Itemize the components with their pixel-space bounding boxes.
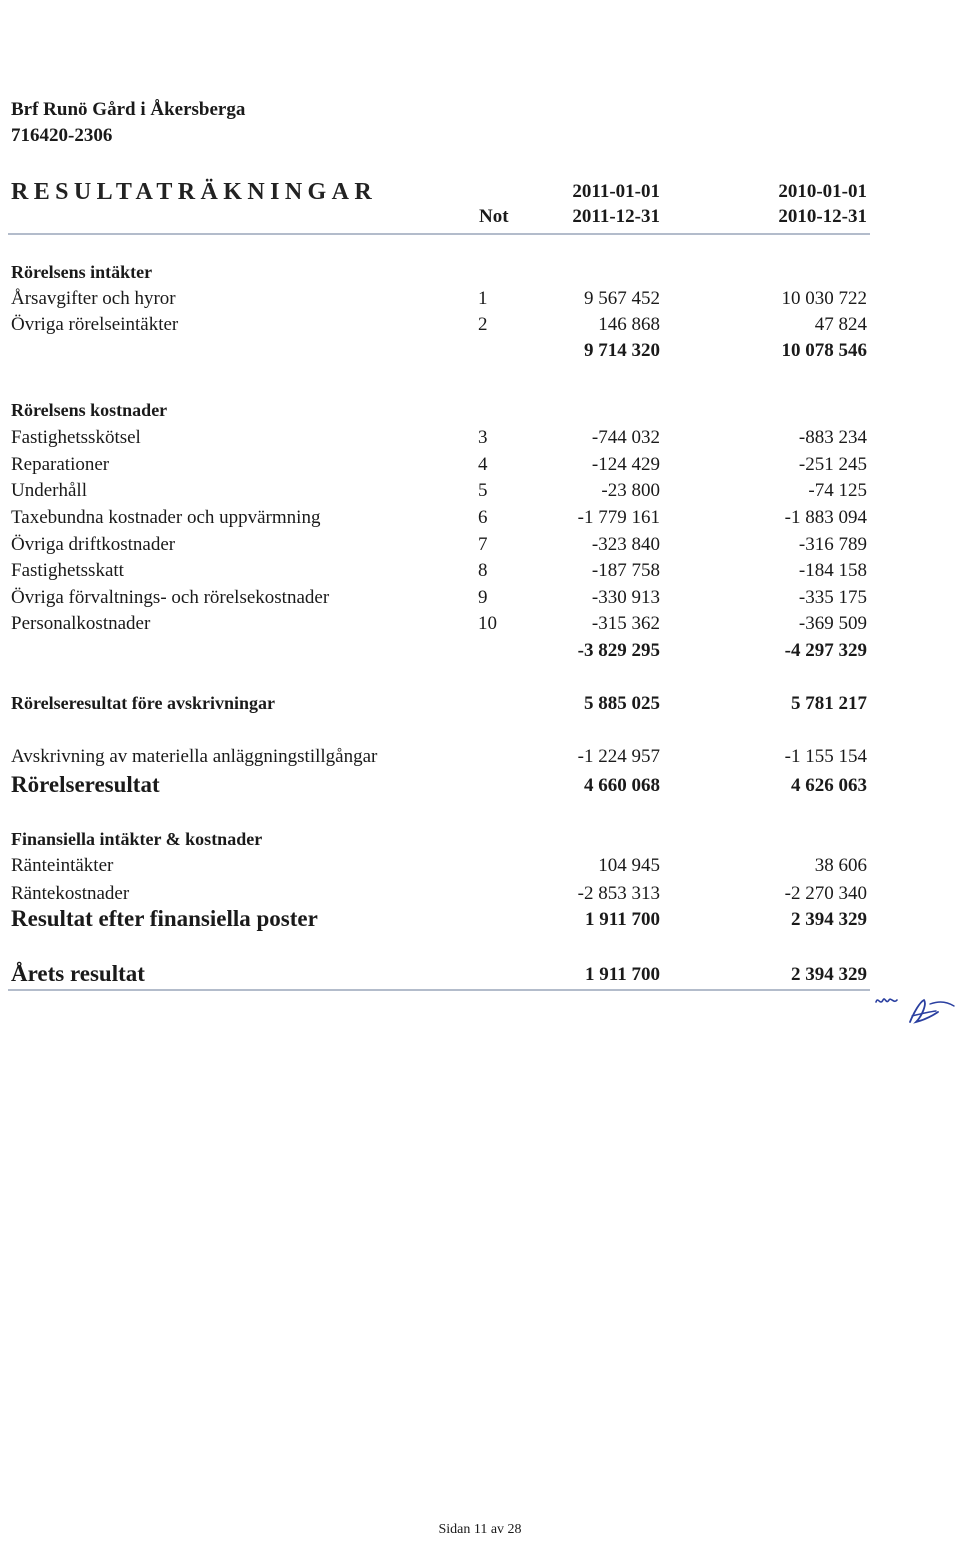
row-value-2010: -369 509 xyxy=(798,613,867,634)
row-label: Räntekostnader xyxy=(11,883,130,904)
row-label: Övriga rörelseintäkter xyxy=(11,314,179,335)
row-value-2011: 146 868 xyxy=(598,314,660,335)
row-value-2010: -1 155 154 xyxy=(784,746,867,767)
organization-name: Brf Runö Gård i Åkersberga xyxy=(11,99,246,120)
depreciation-row xyxy=(0,746,960,772)
row-value-2011: -187 758 xyxy=(591,560,660,581)
table-row xyxy=(0,288,960,314)
table-row xyxy=(0,314,960,340)
row-note: 9 xyxy=(478,587,488,608)
row-label: Taxebundna kostnader och uppvärmning xyxy=(11,507,321,528)
page-number: Sidan 11 av 28 xyxy=(438,1522,522,1537)
table-row xyxy=(0,560,960,586)
organization-number: 716420-2306 xyxy=(11,125,113,146)
row-value-2011: -2 853 313 xyxy=(577,883,660,904)
col2-period-start: 2010-01-01 xyxy=(778,181,867,202)
row-note: 8 xyxy=(478,560,488,581)
row-note: 5 xyxy=(478,480,488,501)
row-value-2010: -316 789 xyxy=(798,534,867,555)
table-row xyxy=(0,454,960,480)
page-title: RESULTATRÄKNINGAR xyxy=(11,179,378,205)
operating-result-row xyxy=(0,772,960,802)
row-value-2011: 1 911 700 xyxy=(585,964,660,985)
income-total-2011: 9 714 320 xyxy=(584,340,660,361)
row-value-2011: -1 224 957 xyxy=(577,746,660,767)
handwritten-signature xyxy=(872,992,960,1028)
row-label: Resultat efter finansiella poster xyxy=(11,906,318,931)
row-label: Årets resultat xyxy=(11,961,145,986)
row-note: 7 xyxy=(478,534,488,555)
row-value-2011: 5 885 025 xyxy=(584,693,660,714)
row-label: Ränteintäkter xyxy=(11,855,114,876)
row-value-2010: 4 626 063 xyxy=(791,775,867,796)
costs-heading: Rörelsens kostnader xyxy=(11,400,168,420)
col1-period-start: 2011-01-01 xyxy=(572,181,660,202)
income-heading: Rörelsens intäkter xyxy=(11,262,153,282)
footer-divider xyxy=(8,989,870,991)
row-value-2010: 47 824 xyxy=(814,314,867,335)
row-value-2011: 9 567 452 xyxy=(584,288,660,309)
costs-total-row xyxy=(0,640,960,666)
row-value-2010: -2 270 340 xyxy=(784,883,867,904)
row-value-2010: -1 883 094 xyxy=(784,507,867,528)
row-value-2010: 10 030 722 xyxy=(781,288,867,309)
row-label: Personalkostnader xyxy=(11,613,151,634)
row-note: 1 xyxy=(478,288,488,309)
row-value-2011: 104 945 xyxy=(598,855,660,876)
costs-total-2011: -3 829 295 xyxy=(577,640,660,661)
row-value-2010: -74 125 xyxy=(808,480,867,501)
row-value-2010: 38 606 xyxy=(814,855,867,876)
row-value-2011: -124 429 xyxy=(591,454,660,475)
table-row xyxy=(0,855,960,881)
row-note: 3 xyxy=(478,427,488,448)
row-value-2010: 2 394 329 xyxy=(791,909,867,930)
table-row xyxy=(0,613,960,639)
row-note: 4 xyxy=(478,454,488,475)
row-value-2011: -330 913 xyxy=(591,587,660,608)
income-total-2010: 10 078 546 xyxy=(781,340,867,361)
row-value-2010: 2 394 329 xyxy=(791,964,867,985)
row-label: Rörelseresultat xyxy=(11,772,160,797)
result-before-depreciation-row xyxy=(0,693,960,719)
table-row xyxy=(0,587,960,613)
financial-heading: Finansiella intäkter & kostnader xyxy=(11,829,263,849)
table-row xyxy=(0,480,960,506)
row-label: Fastighetsskötsel xyxy=(11,427,141,448)
col1-period-end: 2011-12-31 xyxy=(572,206,660,227)
row-label: Övriga förvaltnings- och rörelsekostnader xyxy=(11,587,330,608)
row-label: Reparationer xyxy=(11,454,110,475)
header-divider xyxy=(8,233,870,235)
row-label: Underhåll xyxy=(11,480,87,501)
table-row xyxy=(0,534,960,560)
row-value-2011: -744 032 xyxy=(591,427,660,448)
row-value-2011: -1 779 161 xyxy=(577,507,660,528)
row-value-2010: -184 158 xyxy=(798,560,867,581)
costs-total-2010: -4 297 329 xyxy=(784,640,867,661)
row-value-2011: 1 911 700 xyxy=(585,909,660,930)
row-note: 6 xyxy=(478,507,488,528)
row-value-2010: -251 245 xyxy=(798,454,867,475)
income-total-row xyxy=(0,340,960,366)
row-label: Övriga driftkostnader xyxy=(11,534,176,555)
row-value-2010: 5 781 217 xyxy=(791,693,867,714)
result-after-financial-row xyxy=(0,906,960,936)
row-note: 2 xyxy=(478,314,488,335)
row-value-2010: -883 234 xyxy=(798,427,867,448)
row-value-2011: -323 840 xyxy=(591,534,660,555)
row-value-2010: -335 175 xyxy=(798,587,867,608)
col2-period-end: 2010-12-31 xyxy=(778,206,867,227)
row-value-2011: 4 660 068 xyxy=(584,775,660,796)
row-value-2011: -315 362 xyxy=(591,613,660,634)
row-note: 10 xyxy=(478,613,497,634)
row-label: Rörelseresultat före avskrivningar xyxy=(11,693,275,713)
note-column-header: Not xyxy=(479,206,509,227)
row-value-2011: -23 800 xyxy=(601,480,660,501)
year-result-row xyxy=(0,961,960,991)
table-row xyxy=(0,427,960,453)
row-label: Avskrivning av materiella anläggningstillgångar xyxy=(11,746,378,767)
table-row xyxy=(0,507,960,533)
row-label: Årsavgifter och hyror xyxy=(11,288,176,309)
row-label: Fastighetsskatt xyxy=(11,560,124,581)
